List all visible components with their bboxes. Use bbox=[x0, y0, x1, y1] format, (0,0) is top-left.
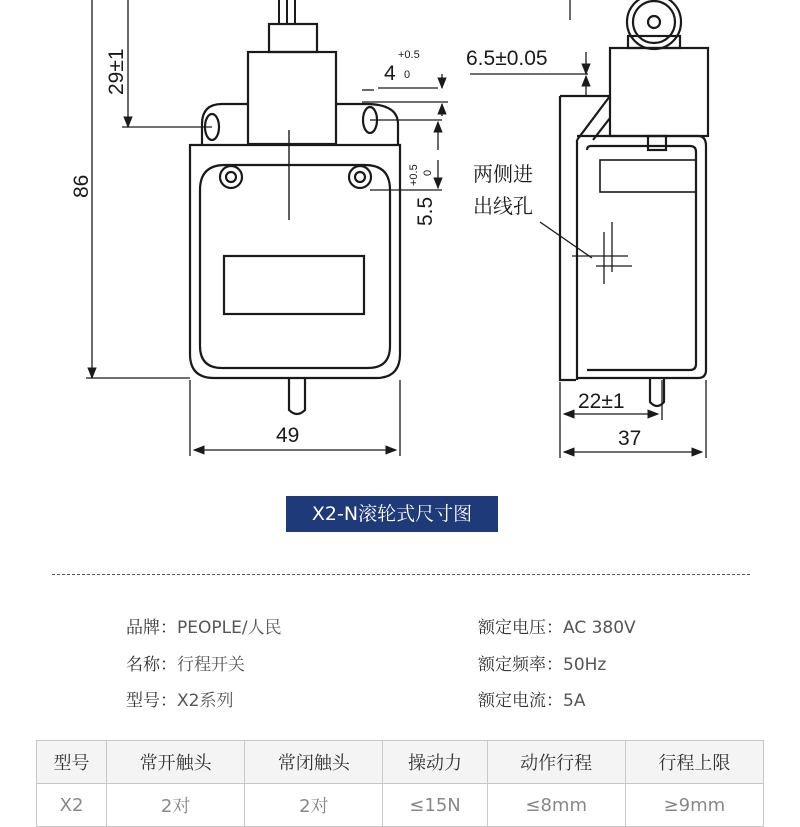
table-header-row bbox=[37, 741, 764, 784]
table-header-cell: 操动力 bbox=[383, 741, 487, 784]
table-header-cell: 型号 bbox=[37, 741, 107, 784]
drawing-title-banner: X2-N滚轮式尺寸图 bbox=[286, 496, 498, 532]
dim-22: 22±1 bbox=[578, 390, 625, 413]
spec-table bbox=[36, 740, 764, 827]
dim-6-5: 6.5±0.05 bbox=[466, 47, 548, 70]
dim-5-5-tol-upper: +0.5 bbox=[408, 164, 420, 186]
spec-model-value: X2系列 bbox=[177, 691, 234, 711]
spec-current bbox=[478, 686, 585, 711]
dim-5-5: 5.5 bbox=[414, 196, 437, 226]
table-cell: ≥9mm bbox=[625, 784, 763, 827]
spec-voltage-key: 额定电压： bbox=[478, 618, 563, 638]
spec-model-key: 型号： bbox=[126, 691, 177, 711]
spec-brand-value: PEOPLE/人民 bbox=[177, 618, 282, 638]
spec-name-value: 行程开关 bbox=[177, 655, 245, 675]
spec-name-key: 名称： bbox=[126, 655, 177, 675]
spec-voltage bbox=[478, 613, 636, 638]
spec-brand bbox=[126, 613, 282, 638]
dim-49: 49 bbox=[276, 424, 300, 447]
spec-voltage-value: AC 380V bbox=[563, 618, 636, 638]
table-header-cell: 行程上限 bbox=[625, 741, 763, 784]
table-row bbox=[37, 784, 764, 827]
dim-86: 86 bbox=[70, 174, 93, 198]
table-header-cell: 常闭触头 bbox=[245, 741, 383, 784]
spec-model bbox=[126, 686, 233, 711]
table-cell: ≤8mm bbox=[487, 784, 625, 827]
spec-frequency-key: 额定频率： bbox=[478, 655, 563, 675]
wire-hole-note-line2: 出线孔 bbox=[473, 194, 533, 218]
dim-4: 4 bbox=[384, 62, 396, 85]
table-header-cell: 常开触头 bbox=[107, 741, 245, 784]
table-cell: 2对 bbox=[245, 784, 383, 827]
spec-frequency bbox=[478, 650, 606, 675]
spec-name bbox=[126, 650, 245, 675]
dim-37: 37 bbox=[618, 427, 642, 450]
spec-brand-key: 品牌： bbox=[126, 618, 177, 638]
wire-hole-note-line1: 两侧进 bbox=[473, 162, 533, 186]
table-cell: ≤15N bbox=[383, 784, 487, 827]
dim-4-tol-upper: +0.5 bbox=[398, 49, 420, 61]
dim-5-5-tol-lower: 0 bbox=[422, 169, 434, 176]
spec-frequency-value: 50Hz bbox=[563, 655, 607, 675]
table-header-cell: 动作行程 bbox=[487, 741, 625, 784]
table-cell: 2对 bbox=[107, 784, 245, 827]
spec-current-value: 5A bbox=[563, 691, 586, 711]
table-cell: X2 bbox=[37, 784, 107, 827]
section-divider bbox=[52, 574, 750, 575]
dim-4-tol-lower: 0 bbox=[404, 69, 411, 81]
spec-current-key: 额定电流： bbox=[478, 691, 563, 711]
side-view bbox=[560, 0, 708, 406]
dim-29: 29±1 bbox=[105, 48, 128, 95]
front-view bbox=[190, 0, 400, 414]
